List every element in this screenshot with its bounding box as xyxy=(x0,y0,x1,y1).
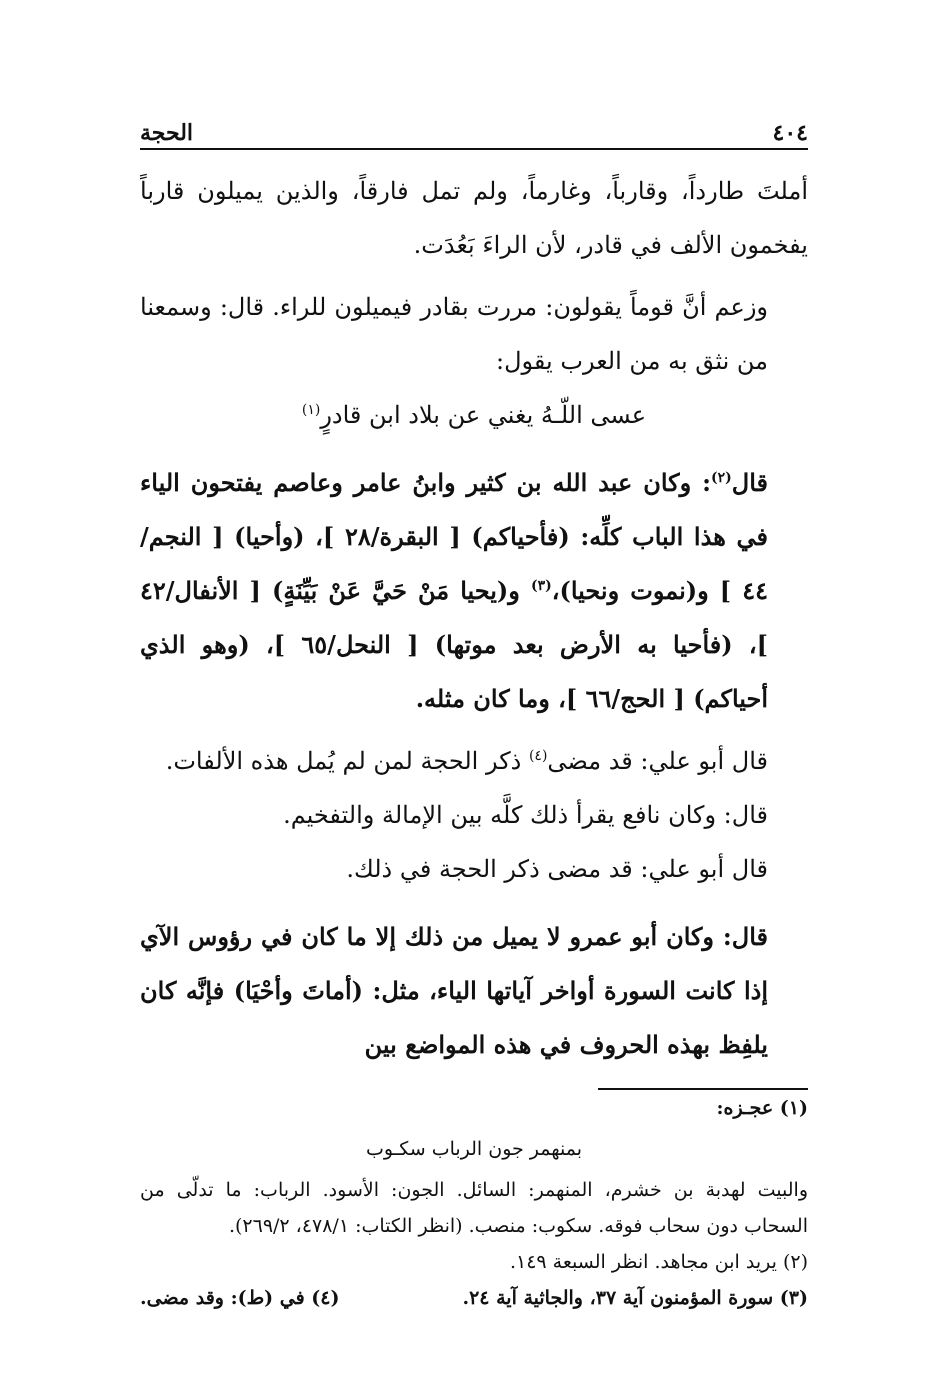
page-header xyxy=(140,110,808,150)
paragraph-3 xyxy=(140,456,808,726)
running-title: الحجة xyxy=(140,120,194,146)
footnote-2: (٢) يريد ابن مجاهد. انظر السبعة ١٤٩. xyxy=(509,1251,808,1273)
paragraph-2: وزعم أنَّ قوماً يقولون: مررت بقادر فيميلون للراء. قال: وسمعنا من نثق به من العرب يقول: xyxy=(140,293,768,375)
footnote-3: (٣) سورة المؤمنون آية ٣٧، والجاثية آية ٢٤. xyxy=(462,1287,808,1309)
footnote-1-text: والبيت لهدبة بن خشرم، المنهمر: السائل. الجون: الأسود. الرباب: ما تدلّى من السحاب دون سحاب فوقه. سكوب: منصب. (انظر الكتاب: ٤٧٨/١، ٢٦٩/٢). xyxy=(140,1179,808,1237)
book-page xyxy=(140,110,808,1316)
p3-text: : وكان عبد الله بن كثير وابنُ عامر وعاصم يفتحون الياء في هذا الباب كلِّه: (فأحياكم) [ البقرة/٢٨ ]، (وأحيا) [ النجم/٤٤ ] و(نموت ونحيا)، xyxy=(140,468,768,605)
paragraph-4 xyxy=(140,734,808,788)
paragraph-5: قال: وكان نافع يقرأ ذلك كلَّه بين الإمالة والتفخيم. xyxy=(283,801,768,829)
paragraph-6: قال أبو علي: قد مضى ذكر الحجة في ذلك. xyxy=(346,855,768,883)
page-number: ٤٠٤ xyxy=(772,120,808,146)
footnote-ref-1: (١) xyxy=(301,402,321,418)
verse-text: عسى اللّـهُ يغني عن بلاد ابن قادرٍ xyxy=(320,401,647,429)
footnote-1-verse: بمنهمر جون الرباب سكـوب xyxy=(365,1138,583,1160)
p3-start: قال xyxy=(731,468,768,497)
footnote-ref-3: (٣) xyxy=(530,578,552,594)
footnote-row-3-4 xyxy=(140,1280,808,1316)
p4-start: قال أبو علي: قد مضى xyxy=(547,747,768,775)
paragraph-1: أملتَ طارداً، وقارباً، وغارماً، ولم تمل فارقاً، والذين يميلون قارباً يفخمون الألف في قادر، لأن الراءَ بَعُدَت. xyxy=(140,177,808,259)
footnote-4: (٤) في (ط): وقد مضى. xyxy=(140,1287,340,1309)
paragraph-7: قال: وكان أبو عمرو لا يميل من ذلك إلا ما كان في رؤوس الآي إذا كانت السورة أواخر آياتها الياء، مثل: (أماتَ وأحْيَا) فإنَّه كان يلفِظ بهذه الحروف في هذه المواضع بين xyxy=(140,922,768,1059)
footnote-1-label: (١) عجـزه: xyxy=(716,1097,808,1119)
footnote-ref-4: (٤) xyxy=(528,748,548,764)
p4-text: ذكر الحجة لمن لم يُمل هذه الألفات. xyxy=(165,747,529,775)
footnote-ref-2: (٢) xyxy=(710,470,732,486)
p3-text-2: و(يحيا مَنْ حَيَّ عَنْ بَيِّنَةٍ) [ الأنفال/٤٢ ]، (فأحيا به الأرض بعد موتها) [ النحل/٦٥ ]، (وهو الذي أحياكم) [ الحج/٦٦ ]، وما كان مثله. xyxy=(140,576,768,713)
verse-line xyxy=(140,388,808,442)
